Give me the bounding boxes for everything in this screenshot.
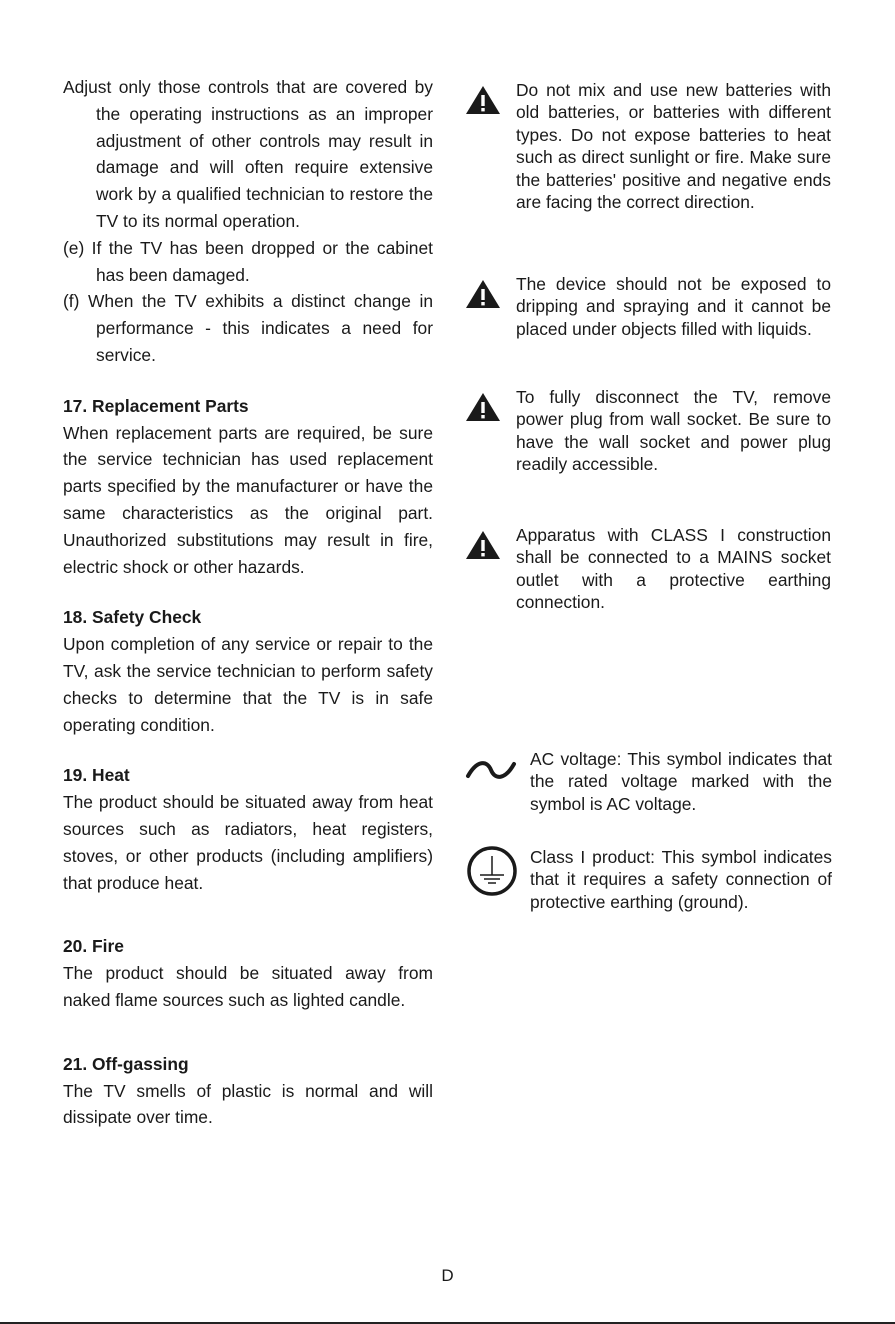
warning-disconnect bbox=[465, 386, 833, 475]
section-19 bbox=[63, 762, 433, 896]
warning-batteries bbox=[465, 79, 833, 213]
warning-liquids-text: The device should not be exposed to dripping and spraying and it cannot be placed under objects filled with liquids. bbox=[516, 274, 831, 339]
warning-liquids bbox=[465, 273, 833, 339]
warning-class1 bbox=[465, 524, 833, 613]
section-17-body: When replacement parts are required, be sure the service technician has used replacement parts specified by the manufacturer or have the same characteristics as the original part. Unauthorized substitutions may result in fire, electric shock or other hazards. bbox=[63, 422, 433, 577]
section-18-title: 18. Safety Check bbox=[63, 607, 202, 628]
warning-batteries-text: Do not mix and use new batteries with old batteries, or batteries with different types. Do not expose batteries to heat such as direct sunlight or fire. Make sure the batteries' positive and negative ends are facing the correct direction. bbox=[516, 80, 831, 213]
section-18-body: Upon completion of any service or repair to the TV, ask the service technician to perform safety checks to determine that the TV is in safe operating condition. bbox=[63, 634, 433, 735]
section-18 bbox=[63, 604, 433, 738]
warning-triangle-icon bbox=[465, 530, 501, 560]
page-number: D bbox=[441, 1266, 454, 1285]
section-17 bbox=[63, 393, 433, 581]
intro-paragraph: Adjust only those controls that are covered by the operating instructions as an improper adjustment of other controls may result in damage and will often require extensive work by a qualified technician to restore the TV to its normal operation. bbox=[63, 77, 433, 231]
section-20-body: The product should be situated away from naked flame sources such as lighted candle. bbox=[63, 963, 433, 1010]
item-e: (e) If the TV has been dropped or the cabinet has been damaged. bbox=[63, 237, 433, 285]
warning-disconnect-text: To fully disconnect the TV, remove power plug from wall socket. Be sure to have the wall socket and power plug readily accessible. bbox=[516, 387, 831, 475]
ac-wave-icon bbox=[465, 758, 517, 782]
warning-triangle-icon bbox=[465, 85, 501, 115]
section-19-body: The product should be situated away from heat sources such as radiators, heat registers, stoves, or other products (including amplifiers) that produce heat. bbox=[63, 792, 433, 893]
warning-triangle-icon bbox=[465, 279, 501, 309]
section-19-title: 19. Heat bbox=[63, 765, 130, 786]
section-21 bbox=[63, 1051, 433, 1131]
section-21-body: The TV smells of plastic is normal and will dissipate over time. bbox=[63, 1080, 433, 1128]
section-20-title: 20. Fire bbox=[63, 936, 124, 957]
section-21-title: 21. Off-gassing bbox=[63, 1053, 189, 1074]
section-20 bbox=[63, 933, 433, 1013]
warning-triangle-icon bbox=[465, 392, 501, 422]
left-column bbox=[63, 74, 433, 1131]
symbol-ac-text: AC voltage: This symbol indicates that the rated voltage marked with the symbol is AC voltage. bbox=[530, 749, 832, 814]
symbol-class1-text: Class I product: This symbol indicates that it requires a safety connection of protective earthing (ground). bbox=[530, 847, 832, 912]
item-f: (f) When the TV exhibits a distinct change in performance - this indicates a need for service. bbox=[63, 291, 433, 365]
warning-class1-text: Apparatus with CLASS I construction shall be connected to a MAINS socket outlet with a protective earthing connection. bbox=[516, 525, 831, 613]
protective-earth-icon bbox=[465, 844, 519, 898]
section-17-title: 17. Replacement Parts bbox=[63, 395, 249, 416]
